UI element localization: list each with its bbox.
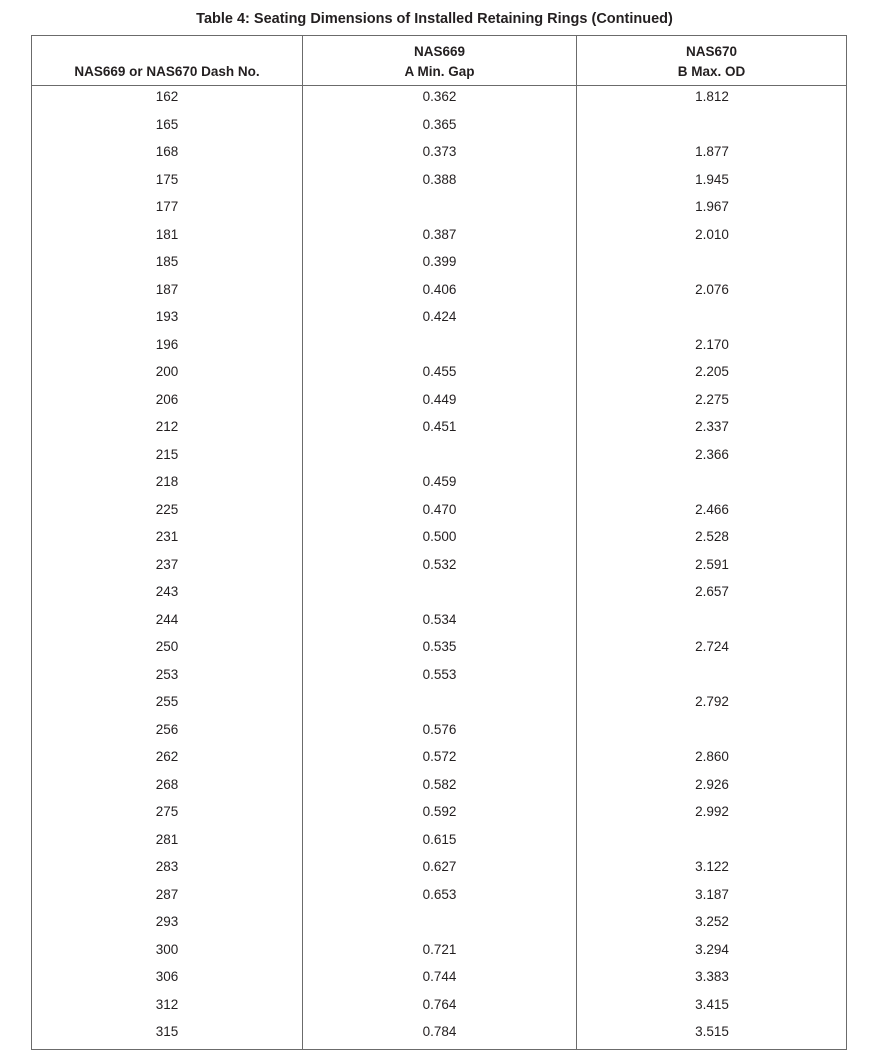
- table-row: [32, 528, 846, 556]
- cell-a-min-gap: 0.399: [422, 254, 457, 269]
- cell-b-max-od: 2.170: [695, 336, 729, 352]
- cell-b-max-od: 1.812: [695, 89, 729, 104]
- table-row: [32, 226, 846, 254]
- table-row: [32, 803, 846, 831]
- table-row: [32, 473, 846, 501]
- cell-a-min-gap: 0.373: [422, 144, 457, 159]
- cell-dash-no: 243: [155, 584, 179, 599]
- cell-b-max-od: 2.792: [695, 694, 729, 709]
- cell-a-min-gap: 0.534: [422, 611, 457, 627]
- cell-b-max-od: 3.187: [695, 886, 729, 902]
- table-row: [32, 693, 846, 721]
- table-row: [32, 968, 846, 996]
- cell-a-min-gap: 0.470: [422, 501, 457, 517]
- cell-dash-no: 293: [155, 914, 179, 929]
- table-row: [32, 831, 846, 859]
- cell-b-max-od: 2.724: [695, 639, 729, 654]
- table-row: [32, 198, 846, 226]
- table-row: [32, 886, 846, 914]
- cell-a-min-gap: 0.576: [422, 721, 457, 737]
- cell-dash-no: 275: [155, 804, 179, 819]
- cell-dash-no: 283: [155, 859, 179, 874]
- cell-a-min-gap: 0.362: [422, 89, 457, 104]
- cell-b-max-od: 2.926: [695, 776, 729, 792]
- cell-dash-no: 268: [155, 776, 179, 792]
- table-row: [32, 776, 846, 804]
- header-nas669-subtitle: A Min. Gap: [404, 64, 475, 79]
- cell-a-min-gap: 0.387: [422, 226, 457, 242]
- table-row: [32, 363, 846, 391]
- table-row: [32, 446, 846, 474]
- cell-b-max-od: 2.860: [695, 749, 729, 764]
- table-row: [32, 116, 846, 144]
- cell-a-min-gap: 0.653: [422, 886, 457, 902]
- header-nas670: [577, 42, 846, 82]
- cell-dash-no: 162: [155, 89, 179, 104]
- table-title: Table 4: Seating Dimensions of Installed Retaining Rings (Continued): [196, 11, 673, 27]
- table-header: [32, 36, 846, 86]
- table-row: [32, 941, 846, 969]
- cell-b-max-od: 2.205: [695, 364, 729, 379]
- header-nas669: [303, 42, 576, 82]
- cell-a-min-gap: 0.764: [422, 996, 457, 1012]
- cell-b-max-od: 3.515: [695, 1024, 729, 1039]
- cell-dash-no: 253: [155, 666, 179, 682]
- cell-dash-no: 225: [155, 501, 179, 517]
- cell-b-max-od: 1.945: [695, 171, 729, 187]
- cell-a-min-gap: 0.592: [422, 804, 457, 819]
- cell-a-min-gap: 0.582: [422, 776, 457, 792]
- table-row: [32, 336, 846, 364]
- cell-dash-no: 306: [155, 969, 179, 984]
- cell-dash-no: 168: [155, 144, 179, 159]
- cell-b-max-od: 2.591: [695, 556, 729, 572]
- table-row: [32, 1023, 846, 1051]
- cell-b-max-od: 1.967: [695, 199, 729, 214]
- table-row: [32, 253, 846, 281]
- cell-a-min-gap: 0.615: [422, 831, 457, 847]
- table-row: [32, 308, 846, 336]
- cell-b-max-od: 2.010: [695, 226, 729, 242]
- cell-a-min-gap: 0.406: [422, 281, 457, 297]
- cell-b-max-od: 2.337: [695, 419, 729, 434]
- cell-a-min-gap: 0.365: [422, 116, 457, 132]
- header-nas670-title: NAS670: [685, 44, 738, 59]
- header-nas669-title: NAS669: [413, 44, 466, 59]
- table-row: [32, 748, 846, 776]
- cell-b-max-od: 2.992: [695, 804, 729, 819]
- table-row: [32, 913, 846, 941]
- cell-dash-no: 218: [155, 474, 179, 489]
- cell-b-max-od: 2.275: [695, 391, 729, 407]
- cell-dash-no: 244: [155, 611, 179, 627]
- cell-dash-no: 165: [155, 116, 179, 132]
- table-row: [32, 501, 846, 529]
- table-row: [32, 281, 846, 309]
- table-body: [32, 88, 846, 1051]
- header-dash-no: NAS669 or NAS670 Dash No.: [74, 64, 260, 79]
- cell-dash-no: 300: [155, 941, 179, 957]
- cell-a-min-gap: 0.451: [422, 419, 457, 434]
- cell-b-max-od: 2.466: [695, 501, 729, 517]
- table-row: [32, 666, 846, 694]
- table-row: [32, 143, 846, 171]
- cell-dash-no: 212: [155, 419, 179, 434]
- cell-dash-no: 287: [155, 886, 179, 902]
- cell-a-min-gap: 0.744: [422, 969, 457, 984]
- cell-dash-no: 312: [155, 996, 179, 1012]
- cell-b-max-od: 2.366: [695, 446, 729, 462]
- table-row: [32, 391, 846, 419]
- cell-dash-no: 281: [155, 831, 179, 847]
- cell-dash-no: 237: [155, 556, 179, 572]
- cell-dash-no: 193: [155, 309, 179, 324]
- cell-dash-no: 177: [155, 199, 179, 214]
- cell-dash-no: 256: [155, 721, 179, 737]
- cell-a-min-gap: 0.532: [422, 556, 457, 572]
- header-nas670-subtitle: B Max. OD: [677, 64, 746, 79]
- cell-a-min-gap: 0.572: [422, 749, 457, 764]
- cell-b-max-od: 3.383: [695, 969, 729, 984]
- table-row: [32, 418, 846, 446]
- cell-a-min-gap: 0.784: [422, 1024, 457, 1039]
- table-row: [32, 611, 846, 639]
- cell-b-max-od: 3.122: [695, 859, 729, 874]
- cell-a-min-gap: 0.721: [422, 941, 457, 957]
- cell-dash-no: 175: [155, 171, 179, 187]
- cell-dash-no: 262: [155, 749, 179, 764]
- cell-dash-no: 206: [155, 391, 179, 407]
- cell-b-max-od: 3.415: [695, 996, 729, 1012]
- table-row: [32, 721, 846, 749]
- table-row: [32, 638, 846, 666]
- cell-a-min-gap: 0.553: [422, 666, 457, 682]
- cell-a-min-gap: 0.500: [422, 529, 457, 544]
- cell-b-max-od: 2.076: [695, 281, 729, 297]
- table-row: [32, 171, 846, 199]
- cell-a-min-gap: 0.455: [422, 364, 457, 379]
- cell-b-max-od: 3.252: [695, 914, 729, 929]
- cell-dash-no: 255: [155, 694, 179, 709]
- cell-dash-no: 200: [155, 364, 179, 379]
- cell-dash-no: 231: [155, 529, 179, 544]
- cell-dash-no: 215: [155, 446, 179, 462]
- table-row: [32, 88, 846, 116]
- cell-dash-no: 315: [155, 1024, 179, 1039]
- cell-a-min-gap: 0.424: [422, 309, 457, 324]
- cell-a-min-gap: 0.449: [422, 391, 457, 407]
- cell-a-min-gap: 0.388: [422, 171, 457, 187]
- table-row: [32, 996, 846, 1024]
- cell-dash-no: 181: [155, 226, 179, 242]
- cell-dash-no: 187: [155, 281, 179, 297]
- cell-b-max-od: 3.294: [695, 941, 729, 957]
- cell-a-min-gap: 0.535: [422, 639, 457, 654]
- seating-dimensions-table: [31, 35, 847, 1050]
- cell-a-min-gap: 0.627: [422, 859, 457, 874]
- cell-b-max-od: 1.877: [695, 144, 729, 159]
- cell-dash-no: 185: [155, 254, 179, 269]
- cell-a-min-gap: 0.459: [422, 474, 457, 489]
- cell-b-max-od: 2.528: [695, 529, 729, 544]
- cell-dash-no: 250: [155, 639, 179, 654]
- cell-b-max-od: 2.657: [695, 584, 729, 599]
- table-row: [32, 583, 846, 611]
- table-row: [32, 858, 846, 886]
- table-row: [32, 556, 846, 584]
- cell-dash-no: 196: [155, 336, 179, 352]
